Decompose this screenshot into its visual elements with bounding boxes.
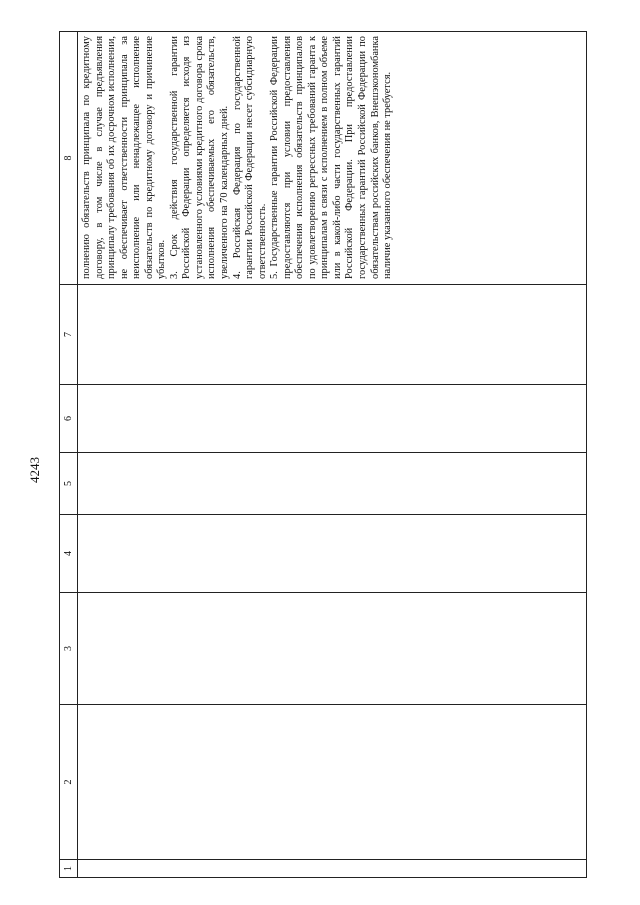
paragraph-3: 3. Срок действия государственной гарантии Российской Федерации определяется исходя из установленного условиями кредитного договора срока исполнения обеспечиваемых его обязательств, увеличенного на 70 календарных дней. — [168, 36, 231, 279]
table-cell-col3 — [78, 593, 587, 705]
rotated-table-container — [59, 32, 587, 878]
table-cell-col1 — [78, 860, 587, 878]
paragraph-4: 4. Российская Федерация по государственной гарантии Российской Федерации несет субсидиарную ответственность. — [231, 36, 268, 279]
column-header-5: 5 — [60, 453, 78, 515]
table-cell-col2 — [78, 705, 587, 860]
table-row — [78, 32, 587, 878]
paragraph-continuation: полнению обязательств принципала по кредитному договору, в том числе в случае предъявления принципалу требования об их досрочном исполнении, не обеспечивает ответственности принципала за неисполнение или ненадлежащее исполнение обязательств по кредитному договору и причинение убытков. — [81, 36, 168, 279]
table-header-row — [60, 32, 78, 878]
column-header-2: 2 — [60, 705, 78, 860]
column-header-4: 4 — [60, 515, 78, 593]
column-8-text — [78, 32, 395, 284]
column-header-1: 1 — [60, 860, 78, 878]
legislation-table — [59, 31, 587, 878]
table-cell-col6 — [78, 385, 587, 453]
page-number: 4243 — [27, 457, 42, 483]
table-cell-col5 — [78, 453, 587, 515]
column-header-3: 3 — [60, 593, 78, 705]
column-header-7: 7 — [60, 285, 78, 385]
table-cell-col4 — [78, 515, 587, 593]
paragraph-5: 5. Государственные гарантии Российской Федерации предоставляются при условии предоставления обеспечения исполнения обязательств принципалов по удовлетворению регрессных требований гаранта к принципалам в связи с исполнением в полном объеме или в какой-либо части государственных гарантий Российской Федерации. При предоставлении государственных гарантий Российской Федерации по обязательствам российских банков, Внешэкономбанка наличие указанного обеспечения не требуется. — [269, 36, 394, 279]
column-header-6: 6 — [60, 385, 78, 453]
column-header-8: 8 — [60, 32, 78, 285]
table-cell-col7 — [78, 285, 587, 385]
table-cell-col8 — [78, 32, 587, 285]
